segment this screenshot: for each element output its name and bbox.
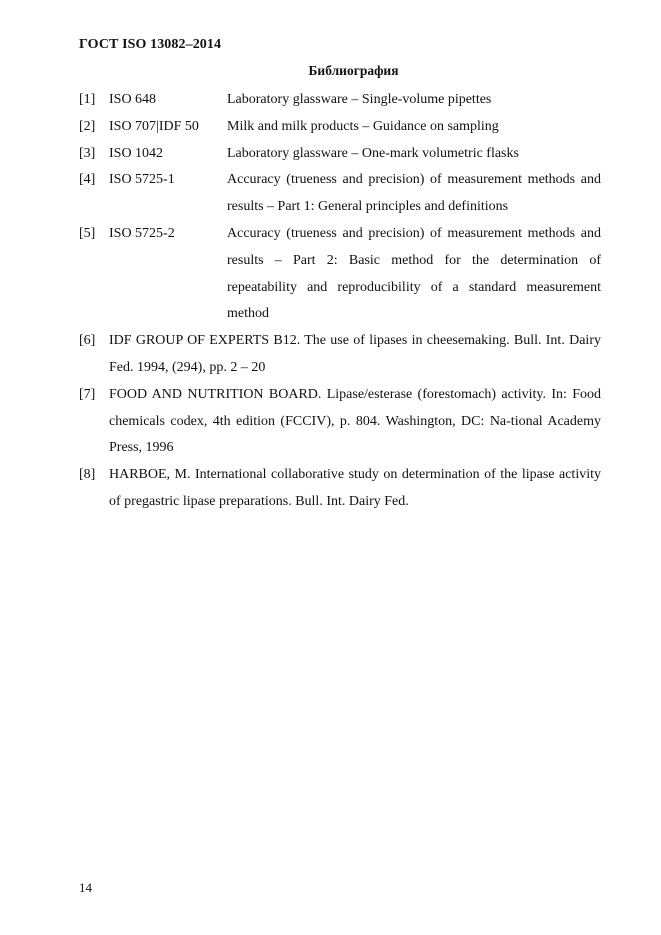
entry-number: [5] bbox=[79, 225, 96, 241]
standard-code: ISO 5725-1 bbox=[109, 172, 175, 188]
bibliography-entry bbox=[79, 382, 601, 462]
document-header: ГОСТ ISO 13082–2014 bbox=[79, 37, 222, 52]
standard-title: Milk and milk products – Guidance on sampling bbox=[227, 118, 499, 134]
standard-code: ISO 648 bbox=[109, 92, 157, 107]
entry-number: [1] bbox=[79, 92, 96, 107]
standard-code: ISO 1042 bbox=[109, 145, 164, 161]
bibliography-list bbox=[79, 87, 601, 516]
bibliography-entry bbox=[79, 167, 601, 221]
bibliography-entry bbox=[79, 462, 601, 516]
bibliography-entry bbox=[79, 328, 601, 382]
standard-title: Accuracy (trueness and precision) of measurement methods and results – Part 1: General principles and definitions bbox=[227, 172, 601, 215]
standard-code: ISO 5725-2 bbox=[109, 225, 175, 241]
reference-text: HARBOE, M. International collaborative study on determination of the lipase activity of pregastric lipase preparations. Bull. Int. Dairy Fed. bbox=[109, 467, 601, 509]
entry-number: [7] bbox=[79, 386, 96, 402]
standard-title: Laboratory glassware – One-mark volumetric flasks bbox=[227, 145, 519, 161]
entry-number: [8] bbox=[79, 467, 96, 483]
entry-number: [6] bbox=[79, 333, 96, 349]
standard-code: ISO 707|IDF 50 bbox=[109, 118, 199, 134]
reference-text: IDF GROUP OF EXPERTS B12. The use of lipases in cheesemaking. Bull. Int. Dairy Fed. 1994, (294), pp. 2 – 20 bbox=[109, 333, 601, 375]
section-title: Библиография bbox=[308, 63, 399, 78]
entry-number: [3] bbox=[79, 145, 96, 161]
entry-number: [4] bbox=[79, 172, 96, 188]
reference-text: FOOD AND NUTRITION BOARD. Lipase/esterase (forestomach) activity. In: Food chemicals codex, 4th edition (FCCIV), p. 804. Washington, DC: Na-tional Academy Press, 1996 bbox=[109, 386, 601, 456]
bibliography-entry bbox=[79, 87, 601, 114]
bibliography-entry bbox=[79, 114, 601, 141]
standard-title: Laboratory glassware – Single-volume pipettes bbox=[227, 92, 492, 107]
entry-number: [2] bbox=[79, 118, 96, 134]
standard-title: Accuracy (trueness and precision) of measurement methods and results – Part 2: Basic method for the determination of repeatability and reproducibility of a standard measurement method bbox=[227, 225, 601, 322]
bibliography-entry bbox=[79, 221, 601, 328]
page-number: 14 bbox=[79, 880, 92, 895]
bibliography-entry bbox=[79, 141, 601, 168]
